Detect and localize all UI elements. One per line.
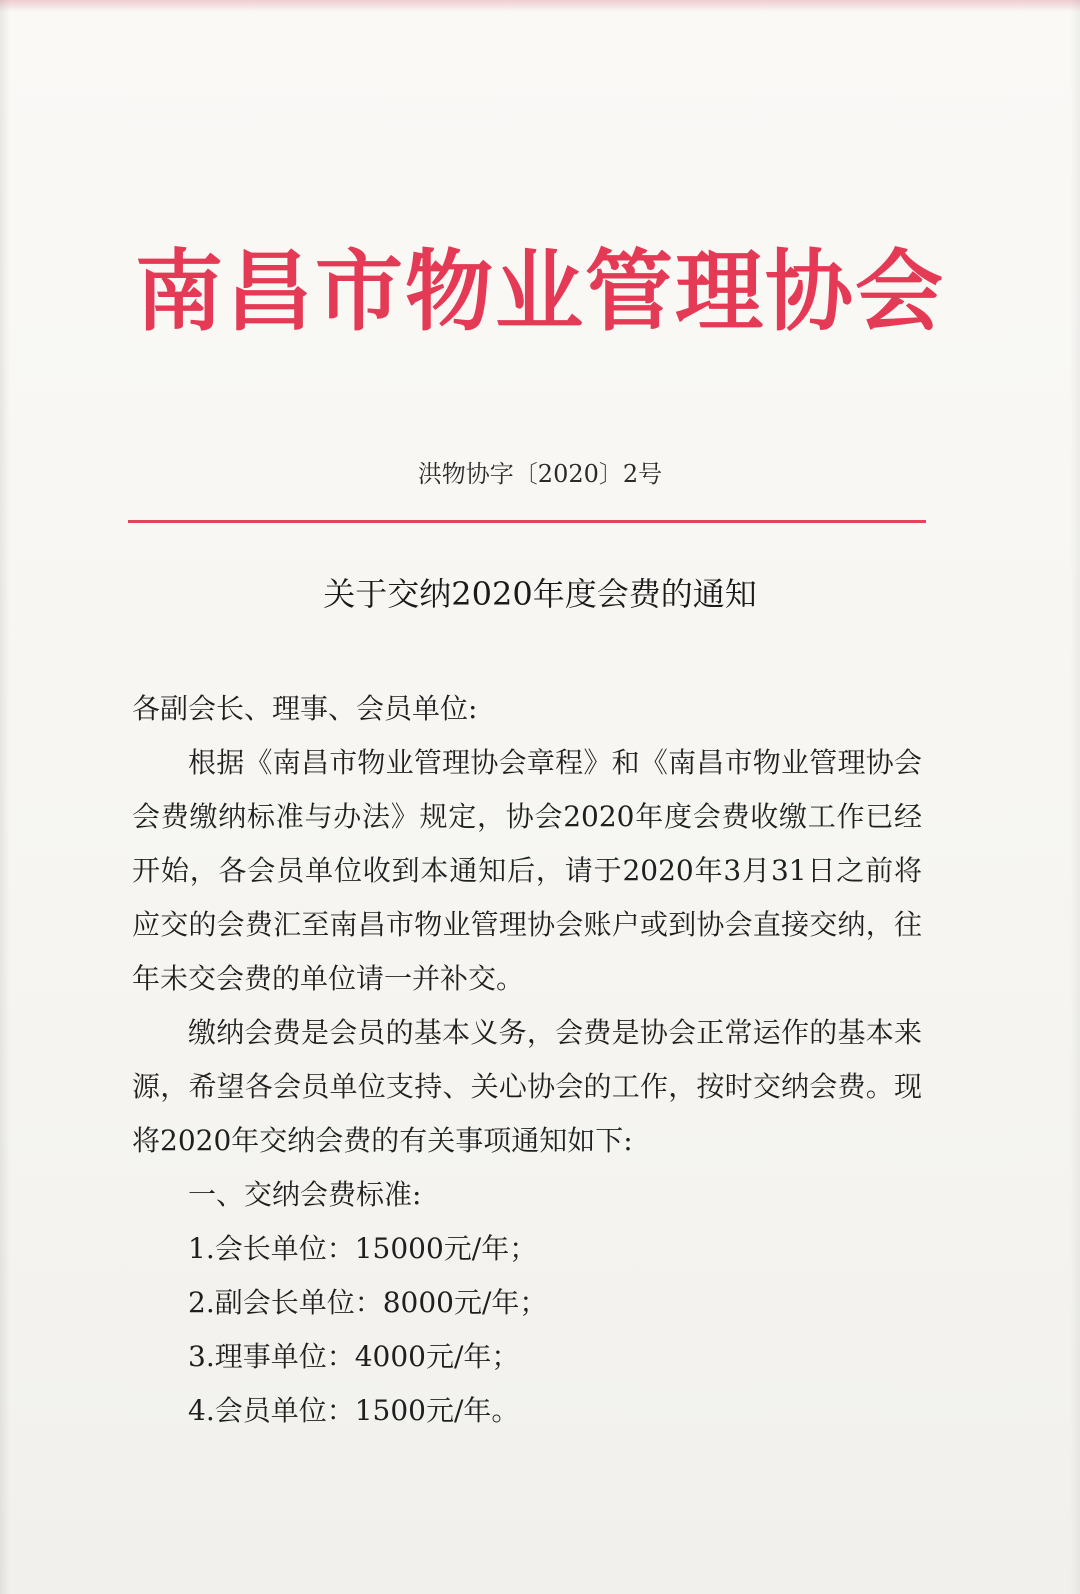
- letterhead-title: 南昌市物业管理协会: [134, 240, 945, 343]
- page-left-edge: [0, 0, 10, 1594]
- fee-standard-heading: 一、交纳会费标准:: [188, 1178, 422, 1211]
- fee-item-vice-president: 2.副会长单位：8000元/年；: [188, 1286, 548, 1319]
- paragraph-regulation: 根据《南昌市物业管理协会章程》和《南昌市物业管理协会会费缴纳标准与办法》规定，协会2020年度会费收缴工作已经开始，各会员单位收到本通知后，请于2020年3月31日之前将应交的会费汇至南昌市物业管理协会账户或到协会直接交纳，往年未交会费的单位请一并补交。: [132, 746, 922, 995]
- letterhead-red-rule: [128, 520, 926, 523]
- document-title: 关于交纳2020年度会费的通知: [323, 575, 757, 613]
- page-right-edge: [1070, 0, 1080, 1594]
- fee-item-president: 1.会长单位：15000元/年；: [188, 1232, 538, 1265]
- fee-item-member: 4.会员单位：1500元/年。: [188, 1394, 520, 1427]
- document-body: [132, 682, 922, 1438]
- page-top-edge: [0, 0, 1080, 12]
- salutation: 各副会长、理事、会员单位:: [132, 692, 478, 725]
- document-number: 洪物协字〔2020〕2号: [417, 460, 663, 488]
- fee-item-director: 3.理事单位：4000元/年；: [188, 1340, 520, 1373]
- paragraph-obligation: 缴纳会费是会员的基本义务，会费是协会正常运作的基本来源，希望各会员单位支持、关心协会的工作，按时交纳会费。现将2020年交纳会费的有关事项通知如下:: [132, 1016, 922, 1157]
